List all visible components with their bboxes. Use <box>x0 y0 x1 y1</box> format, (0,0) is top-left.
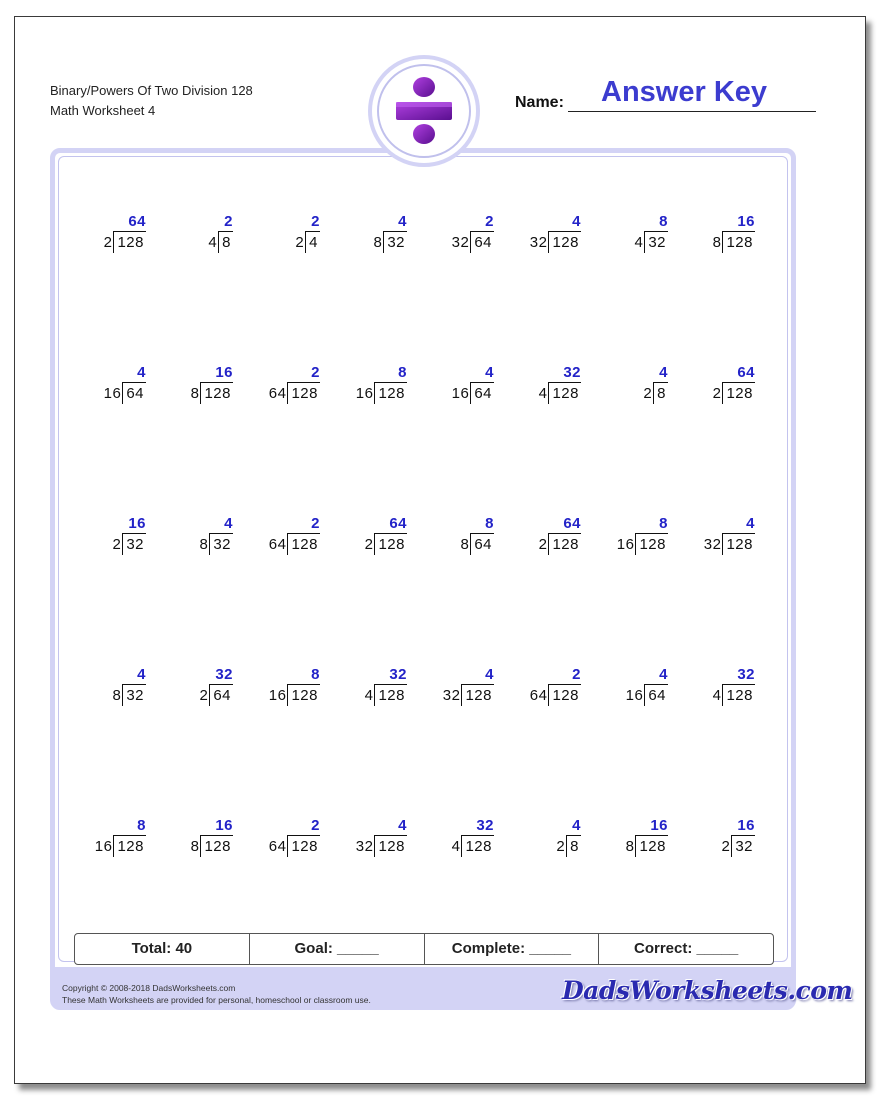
divisor: 2 <box>364 536 374 553</box>
copyright <box>62 982 371 1006</box>
division-expression <box>337 684 407 706</box>
divisor: 16 <box>625 687 644 704</box>
name-label: Name: <box>515 94 564 111</box>
quotient: 4 <box>572 213 581 230</box>
division-problem <box>76 213 156 257</box>
divisor: 8 <box>190 385 200 402</box>
division-expression <box>250 382 320 404</box>
quotient: 64 <box>737 364 755 381</box>
name-line <box>568 111 816 112</box>
division-problem <box>424 817 504 861</box>
divisor: 4 <box>712 687 722 704</box>
title-line-2: Math Worksheet 4 <box>50 103 156 118</box>
answer-key-label: Answer Key <box>601 76 768 108</box>
division-expression <box>685 231 755 253</box>
divisor: 2 <box>103 234 113 251</box>
divisor: 16 <box>451 385 470 402</box>
quotient: 8 <box>398 364 407 381</box>
division-problem <box>76 666 156 710</box>
division-expression <box>685 382 755 404</box>
divisor: 4 <box>364 687 374 704</box>
quotient: 32 <box>563 364 581 381</box>
divisor: 8 <box>625 838 635 855</box>
dividend: 128 <box>548 382 581 404</box>
division-expression <box>337 231 407 253</box>
division-expression <box>250 684 320 706</box>
dividend: 128 <box>722 382 755 404</box>
divisor: 2 <box>556 838 566 855</box>
copyright-line-1: Copyright © 2008-2018 DadsWorksheets.com <box>62 983 236 993</box>
division-problem <box>250 817 330 861</box>
quotient: 4 <box>224 515 233 532</box>
division-problem <box>685 817 765 861</box>
division-expression <box>163 231 233 253</box>
division-problem <box>337 515 417 559</box>
quotient: 64 <box>128 213 146 230</box>
quotient: 16 <box>215 364 233 381</box>
division-problem <box>76 817 156 861</box>
division-problem <box>598 213 678 257</box>
division-problem <box>250 515 330 559</box>
quotient: 8 <box>311 666 320 683</box>
divisor: 16 <box>103 385 122 402</box>
division-problem <box>337 364 417 408</box>
division-problem <box>511 213 591 257</box>
dividend: 32 <box>731 835 755 857</box>
division-expression <box>685 533 755 555</box>
division-problem <box>424 364 504 408</box>
quotient: 16 <box>650 817 668 834</box>
division-expression <box>337 382 407 404</box>
dividend: 8 <box>218 231 233 253</box>
divisor: 2 <box>199 687 209 704</box>
dividend: 8 <box>653 382 668 404</box>
division-problem <box>511 515 591 559</box>
quotient: 32 <box>476 817 494 834</box>
quotient: 4 <box>398 213 407 230</box>
division-expression <box>598 684 668 706</box>
division-expression <box>424 684 494 706</box>
dividend: 128 <box>548 684 581 706</box>
divisor: 2 <box>538 536 548 553</box>
dividend: 128 <box>287 533 320 555</box>
divisor: 8 <box>460 536 470 553</box>
divisor: 16 <box>94 838 113 855</box>
quotient: 16 <box>737 817 755 834</box>
badge <box>368 55 480 167</box>
dividend: 128 <box>374 684 407 706</box>
divisor: 8 <box>199 536 209 553</box>
division-expression <box>76 382 146 404</box>
division-expression <box>598 533 668 555</box>
dividend: 128 <box>374 835 407 857</box>
dividend: 32 <box>383 231 407 253</box>
quotient: 8 <box>659 515 668 532</box>
division-problem <box>163 666 243 710</box>
title-line-1: Binary/Powers Of Two Division 128 <box>50 83 253 98</box>
division-expression <box>598 382 668 404</box>
quotient: 2 <box>311 817 320 834</box>
division-problem <box>424 515 504 559</box>
divisor: 8 <box>112 687 122 704</box>
division-problem <box>337 817 417 861</box>
division-expression <box>163 835 233 857</box>
dividend: 128 <box>722 533 755 555</box>
division-expression <box>685 835 755 857</box>
divisor: 32 <box>451 234 470 251</box>
division-expression <box>163 533 233 555</box>
division-problem <box>598 817 678 861</box>
problems-frame <box>50 148 796 1010</box>
division-expression <box>511 684 581 706</box>
divisor: 8 <box>712 234 722 251</box>
division-expression <box>337 533 407 555</box>
quotient: 4 <box>572 817 581 834</box>
dividend: 128 <box>461 684 494 706</box>
dividend: 128 <box>374 382 407 404</box>
stat-total: Total: 40 <box>75 934 250 964</box>
quotient: 8 <box>659 213 668 230</box>
quotient: 8 <box>137 817 146 834</box>
dividend: 128 <box>374 533 407 555</box>
division-problem <box>511 817 591 861</box>
division-problem <box>598 515 678 559</box>
divisor: 4 <box>538 385 548 402</box>
dividend: 64 <box>644 684 668 706</box>
division-problem <box>685 213 765 257</box>
division-problem <box>685 364 765 408</box>
dividend: 128 <box>287 835 320 857</box>
dividend: 64 <box>122 382 146 404</box>
division-expression <box>76 231 146 253</box>
divisor: 2 <box>721 838 731 855</box>
dividend: 128 <box>113 835 146 857</box>
division-expression <box>76 684 146 706</box>
division-problem <box>598 666 678 710</box>
stat-correct: Correct: _____ <box>634 940 739 957</box>
dividend: 4 <box>305 231 320 253</box>
dividend: 32 <box>122 684 146 706</box>
quotient: 16 <box>215 817 233 834</box>
divisor: 64 <box>268 536 287 553</box>
quotient: 2 <box>572 666 581 683</box>
quotient: 16 <box>128 515 146 532</box>
division-problem <box>424 666 504 710</box>
division-problem <box>250 364 330 408</box>
divisor: 2 <box>112 536 122 553</box>
dividend: 128 <box>548 231 581 253</box>
dividend: 128 <box>635 835 668 857</box>
division-expression <box>685 684 755 706</box>
division-problem <box>337 213 417 257</box>
stat-complete: Complete: _____ <box>425 934 600 964</box>
dividend: 128 <box>548 533 581 555</box>
division-problem <box>511 666 591 710</box>
division-problem <box>163 213 243 257</box>
quotient: 32 <box>737 666 755 683</box>
dividend: 128 <box>200 835 233 857</box>
division-problem <box>163 364 243 408</box>
divisor: 2 <box>295 234 305 251</box>
quotient: 64 <box>389 515 407 532</box>
dividend: 128 <box>287 684 320 706</box>
dividend: 64 <box>470 382 494 404</box>
dividend: 128 <box>287 382 320 404</box>
division-expression <box>424 231 494 253</box>
division-expression <box>163 684 233 706</box>
quotient: 4 <box>659 364 668 381</box>
divisor: 32 <box>355 838 374 855</box>
division-problem <box>424 213 504 257</box>
division-expression <box>424 533 494 555</box>
dividend: 64 <box>470 231 494 253</box>
dividend: 64 <box>209 684 233 706</box>
division-problem <box>598 364 678 408</box>
divisor: 4 <box>634 234 644 251</box>
division-expression <box>598 835 668 857</box>
quotient: 4 <box>659 666 668 683</box>
quotient: 2 <box>485 213 494 230</box>
division-expression <box>250 231 320 253</box>
division-problem <box>685 515 765 559</box>
stats-bar <box>74 933 774 965</box>
division-expression <box>337 835 407 857</box>
quotient: 16 <box>737 213 755 230</box>
division-problem <box>250 666 330 710</box>
worksheet-title <box>50 81 253 121</box>
quotient: 4 <box>485 666 494 683</box>
divisor: 8 <box>373 234 383 251</box>
quotient: 32 <box>215 666 233 683</box>
divisor: 8 <box>190 838 200 855</box>
division-problem <box>163 515 243 559</box>
divisor: 16 <box>355 385 374 402</box>
quotient: 64 <box>563 515 581 532</box>
divisor: 32 <box>703 536 722 553</box>
dividend: 8 <box>566 835 581 857</box>
divisor: 4 <box>208 234 218 251</box>
quotient: 2 <box>311 364 320 381</box>
quotient: 2 <box>224 213 233 230</box>
dividend: 32 <box>122 533 146 555</box>
division-expression <box>424 835 494 857</box>
division-problem <box>511 364 591 408</box>
division-expression <box>511 533 581 555</box>
division-problem <box>163 817 243 861</box>
copyright-line-2: These Math Worksheets are provided for personal, homeschool or classroom use. <box>62 995 371 1005</box>
divisor: 32 <box>442 687 461 704</box>
divisor: 64 <box>529 687 548 704</box>
stat-goal: Goal: _____ <box>250 934 425 964</box>
divisor: 16 <box>616 536 635 553</box>
division-problem <box>76 515 156 559</box>
division-expression <box>511 382 581 404</box>
division-expression <box>511 231 581 253</box>
division-problem <box>76 364 156 408</box>
divisor: 64 <box>268 838 287 855</box>
dividend: 64 <box>470 533 494 555</box>
dividend: 128 <box>200 382 233 404</box>
divisor: 4 <box>451 838 461 855</box>
quotient: 4 <box>746 515 755 532</box>
division-expression <box>598 231 668 253</box>
division-expression <box>163 382 233 404</box>
divisor: 2 <box>643 385 653 402</box>
division-expression <box>76 835 146 857</box>
quotient: 32 <box>389 666 407 683</box>
division-expression <box>76 533 146 555</box>
divisor: 16 <box>268 687 287 704</box>
division-expression <box>250 533 320 555</box>
division-problem <box>337 666 417 710</box>
dividend: 128 <box>461 835 494 857</box>
dividend: 32 <box>644 231 668 253</box>
quotient: 4 <box>398 817 407 834</box>
dividend: 32 <box>209 533 233 555</box>
quotient: 4 <box>485 364 494 381</box>
dividend: 128 <box>722 231 755 253</box>
quotient: 4 <box>137 666 146 683</box>
quotient: 8 <box>485 515 494 532</box>
dividend: 128 <box>722 684 755 706</box>
division-problem <box>250 213 330 257</box>
dividend: 128 <box>635 533 668 555</box>
divisor: 64 <box>268 385 287 402</box>
site-logo[interactable]: DadsWorksheets.com <box>562 976 853 1005</box>
division-expression <box>250 835 320 857</box>
division-expression <box>511 835 581 857</box>
dividend: 128 <box>113 231 146 253</box>
division-symbol-icon <box>392 74 456 150</box>
quotient: 4 <box>137 364 146 381</box>
division-problem <box>685 666 765 710</box>
quotient: 2 <box>311 213 320 230</box>
quotient: 2 <box>311 515 320 532</box>
divisor: 2 <box>712 385 722 402</box>
division-expression <box>424 382 494 404</box>
divisor: 32 <box>529 234 548 251</box>
